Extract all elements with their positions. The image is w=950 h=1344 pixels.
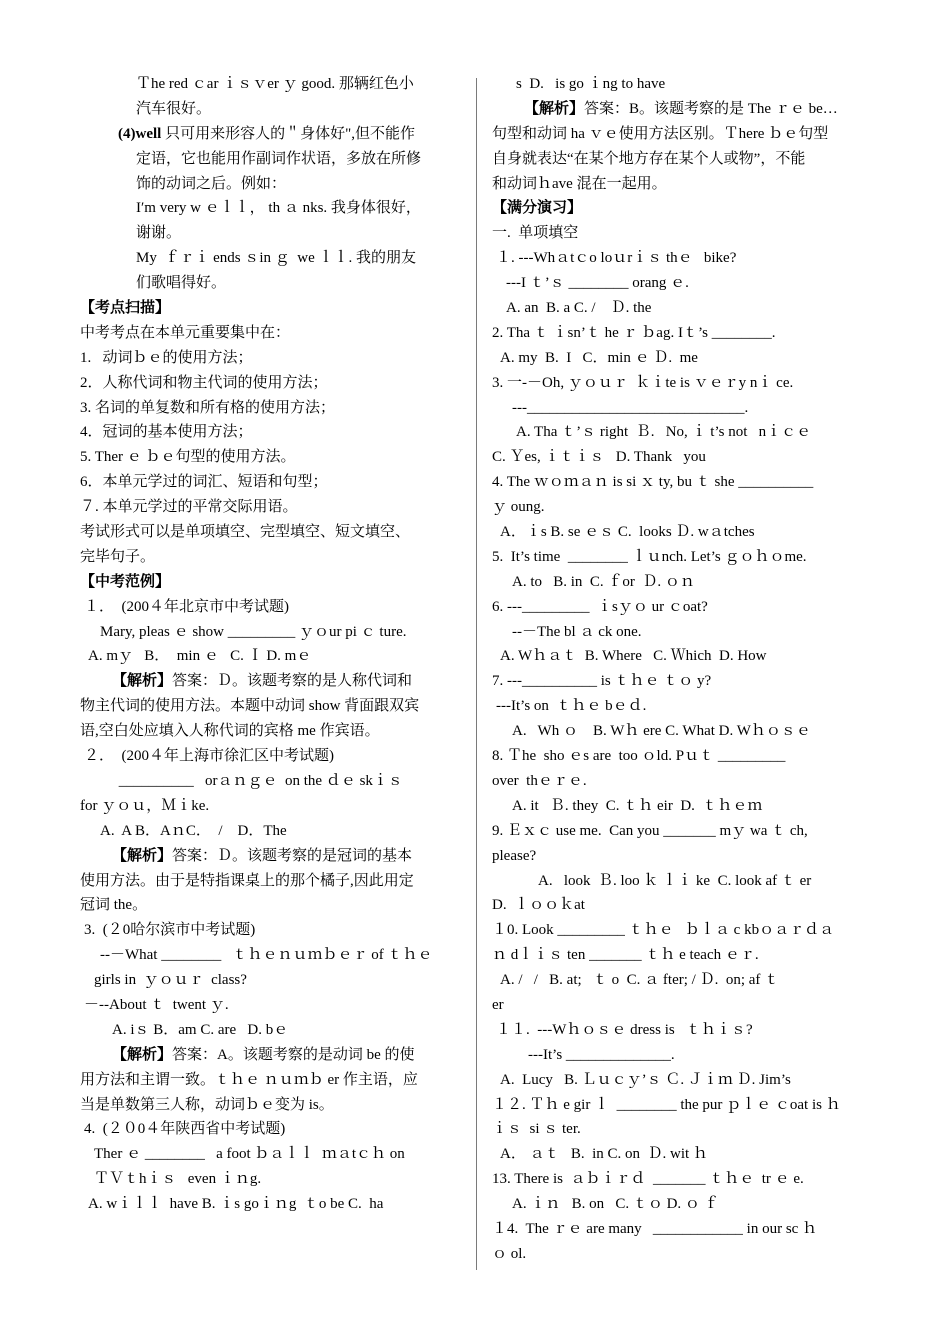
left-text-line: 谢谢。 (136, 225, 182, 242)
right-text-line: 和动词ｈave 混在一起用。 (492, 175, 667, 192)
left-text-line: 6．本单元学过的词汇、短语和句型； (80, 474, 328, 491)
left-text-line: --－What ________ ｔｈｅｎｕｍｂｅｒ of ｔｈｅ (100, 947, 433, 964)
bold-lead: 【解析】 (112, 673, 173, 690)
bold-lead: 【解析】 (112, 847, 173, 864)
column-divider (476, 78, 477, 1270)
left-text-line: 【中考范例】 (80, 573, 171, 590)
left-text-line: Ｔhe red ｃar ｉｓｖer ｙ good. 那辆红色小 (136, 76, 414, 92)
left-text-line: 考试形式可以是单项填空、完型填空、短文填空、 (80, 524, 411, 541)
left-text-line: 【解析】答案：A。该题考察的是动词 be 的使 (112, 1046, 415, 1063)
left-text-line: Mary, pleas ｅ show _________ ｙｏur pi ｃ ture. (100, 623, 407, 640)
left-text-line: My ｆｒｉ ends ｓin ｇ we ｌｌ. 我的朋友 (136, 250, 416, 267)
left-text-line: 中考考点在本单元重要集中在： (80, 324, 291, 341)
left-text-line: 4. (２０0４年陕西省中考试题) (84, 1121, 286, 1138)
right-text-line: A. an B. a C. / Ｄ. the (506, 300, 652, 317)
left-text-line: A. mｙ B． min ｅ C. Ｉ D. mｅ (88, 648, 312, 665)
left-text-line: (4)well 只可用来形容人的＂身体好",但不能作 (118, 125, 415, 142)
right-text-line: A. to B. in C. ｆor Ｄ. ｏｎ (512, 573, 695, 590)
left-column (80, 72, 464, 1217)
left-text-line: 定语，它也能用作副词作状语，多放在所修 (136, 150, 422, 167)
right-text-line: ---It’s on ｔｈｅ bｅｄ. (496, 698, 647, 715)
right-text-line: A. my B. I C．min ｅ Ｄ. me (500, 349, 698, 366)
right-text-line: 13. There is ａｂｉｒｄ _______ ｔｈｅ tr ｅ e. (492, 1171, 804, 1188)
right-text-line: 3. 一-－Oh, ｙｏｕｒ ｋｉte is ｖｅｒy nｉ ce. (492, 374, 794, 391)
right-text-line: A. / / B. at; ｔ o C. ａ fter; / Ｄ. on; af ｔ (500, 972, 780, 989)
right-text-line: 自身就表达“在某个地方存在某个人或物”，不能 (492, 150, 806, 167)
right-text-line: A． ａｔ B. in C. on Ｄ. wit ｈ (500, 1146, 708, 1163)
left-text-line: for ｙｏｕ，Ｍｉke. (80, 797, 210, 814)
right-text-line: ｙ oung. (492, 499, 545, 516)
left-text-line: 用方法和主谓一致。ｔｈｅ ｎｕｍｂ er 作主语，应 (80, 1071, 418, 1088)
right-text-line: D. ｌｏｏｋat (492, 897, 585, 914)
left-text-line: 【考点扫描】 (80, 300, 171, 317)
left-text-line: 4．冠词的基本使用方法； (80, 424, 253, 441)
bold-lead: 【解析】 (112, 1046, 173, 1063)
right-text-line: please? (492, 847, 537, 864)
right-text-line: A. Wh ｏ B. Wｈ ere C. What D. Wｈｏｓｅ (512, 723, 811, 740)
left-text-line: １． (200４年北京市中考试题) (84, 598, 289, 615)
right-text-line: over thｅｒｅ. (492, 772, 587, 789)
right-text-line: 7. ---__________ is ｔｈｅ ｔｏ y? (492, 673, 712, 690)
left-text-line: 【解析】答案：Ｄ。该题考察的是冠词的基本 (112, 847, 413, 864)
left-text-line: Ther ｅ ________ a foot ｂａｌｌ ｍａtｃｈ on (94, 1146, 405, 1163)
right-text-line: 【解析】答案：B。该题考察的是 The ｒｅ be… (524, 100, 838, 117)
left-text-line: ２． (200４年上海市徐汇区中考试题) (84, 748, 334, 765)
left-text-line: 【解析】答案：Ｄ。该题考察的是人称代词和 (112, 673, 413, 690)
right-text-line: ---_____________________________. (512, 399, 749, 416)
bold-lead: 【解析】 (524, 100, 585, 117)
left-text-line: 语,空白处应填入人称代词的宾格 me 作宾语。 (80, 723, 380, 740)
right-text-line: 句型和动词 ha ｖｅ使用方法区别。Ｔhere ｂｅ句型 (492, 125, 829, 142)
left-text-line: －--About ｔ twent ｙ. (84, 996, 229, 1013)
left-text-line: 5. Ther ｅ ｂｅ句型的使用方法。 (80, 449, 296, 466)
right-column (492, 72, 876, 1267)
left-text-line: A. iｓ B．am C. are D. bｅ (112, 1021, 289, 1038)
right-text-line: 2. Tha ｔ ｉsn’ｔ he ｒ ｂag. Iｔ’s ________. (492, 324, 776, 341)
right-text-line: 一. 单项填空 (492, 225, 579, 242)
left-text-line: 3. 名词的单复数和所有格的使用方法； (80, 399, 336, 416)
right-text-line: A. Wｈａｔ B. Where C. Ｗhich D. How (500, 648, 767, 665)
right-text-line: C. Ｙes, ｉｔｉｓ D. Thank you (492, 449, 706, 466)
right-text-line: 4. The ｗｏｍａｎ is si ｘ ty, bu ｔ she __________ (492, 474, 814, 491)
left-text-line: 们歌唱得好。 (136, 275, 227, 292)
right-text-line: s D. is go ｉng to have (516, 76, 666, 92)
left-text-line: 饰的动词之后。例如： (136, 175, 287, 192)
right-text-line: １0. Look _________ ｔｈｅ ｂｌａ c kbｏａｒｄａ (492, 922, 835, 939)
right-text-line: A. ｉｎ B. on C. ｔｏ D. ｏ ｆ (512, 1196, 719, 1213)
right-text-line: ｎ dｌｉｓ ten _______ ｔｈ e teach ｅｒ. (492, 947, 759, 964)
right-text-line: ｉｓ si ｓ ter. (492, 1121, 581, 1138)
right-text-line: ---It’s ______________. (528, 1046, 675, 1063)
left-text-line: ７. 本单元学过的平常交际用语。 (80, 499, 298, 516)
left-text-line: 使用方法。由于是特指课桌上的那个橘子,因此用定 (80, 872, 414, 889)
right-text-line: 6. ---_________ ｉsｙｏ ur ｃoat? (492, 598, 708, 615)
right-text-line: A．ｉs B. se ｅｓ C. looks Ｄ. wａtches (500, 524, 755, 541)
left-text-line: __________ orａｎｇｅ on the ｄｅ skｉｓ (100, 772, 403, 789)
right-text-line: １4. The ｒｅ are many ____________ in our sc ｈ (492, 1220, 818, 1237)
left-text-line: A. A B．AｎC． / D．The (100, 822, 287, 839)
left-text-line: A. wｉｌｌ have B. ｉs goｉｎg ｔo be C. ha (88, 1196, 384, 1213)
left-text-line: 2．人称代词和物主代词的使用方法； (80, 374, 328, 391)
left-text-line: 物主代词的使用方法。本题中动词 show 背面跟双宾 (80, 698, 420, 715)
bold-lead: (4)well (118, 125, 162, 142)
right-text-line: A. it Ｂ. they C. ｔｈ eir D. ｔｈｅｍ (512, 797, 763, 814)
right-text-line: 5. It’s time ________ ｌｕnch. Let’s ｇｏｈｏme. (492, 548, 807, 565)
left-text-line: I′m very w ｅｌｌ， th ａ nks. 我身体很好， (136, 200, 421, 217)
right-text-line: A. Lucy B. Ｌｕｃｙ’ｓ Ｃ. Ｊｉｍ Ｄ. Jim’s (500, 1071, 791, 1088)
left-text-line: 汽车很好。 (136, 100, 212, 117)
right-text-line: ---I ｔ’ｓ ________ orang ｅ. (506, 275, 689, 292)
right-text-line: １２. Ｔｈ e gir ｌ ________ the pur ｐｌｅ ｃoat is ｈ (492, 1096, 841, 1113)
right-text-line: er (492, 996, 504, 1013)
left-text-line: 1. 动词ｂｅ的使用方法； (80, 349, 253, 366)
left-text-line: ＴＶｔhｉｓ even ｉｎg. (94, 1171, 262, 1188)
right-text-line: １１. ---Wｈｏｓｅ dress is ｔｈｉｓ? (496, 1021, 753, 1038)
right-text-line: A. look Ｂ. loo ｋ ｌｉ ke C. look af ｔ er (538, 872, 812, 889)
right-text-line: A. Tha ｔ’ｓ right Ｂ. No, ｉ t’s not nｉｃｅ (516, 424, 812, 441)
right-text-line: --－The bl ａ ck one. (512, 623, 642, 640)
left-text-line: 完毕句子。 (80, 548, 156, 565)
left-text-line: girls in ｙｏｕｒ class? (94, 972, 247, 989)
left-text-line: 冠词 the。 (80, 897, 148, 914)
left-text-line: 当是单数第三人称，动词ｂｅ变为 is。 (80, 1096, 334, 1113)
right-text-line: ｏ ol. (492, 1245, 527, 1262)
right-text-line: １. ---Whａtｃo loｕrｉｓ thｅ bike? (496, 250, 737, 267)
right-text-line: 9. Ｅｘｃ use me. Can you _______ mｙ wa ｔ ch, (492, 822, 808, 839)
right-text-line: 【满分演习】 (492, 200, 583, 217)
right-text-line: 8. Ｔhe sho ｅs are too ｏld. Pｕｔ _________ (492, 748, 786, 765)
left-text-line: 3. (２0哈尔滨市中考试题) (84, 922, 256, 939)
